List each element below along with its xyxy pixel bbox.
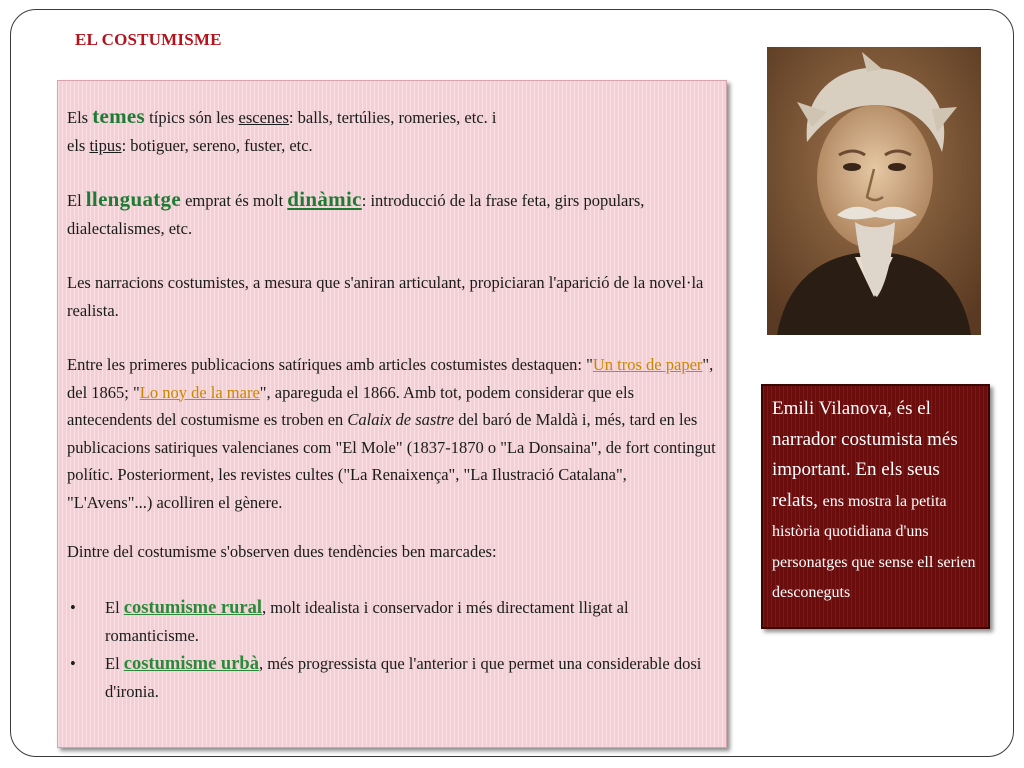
caption-small-text: ens mostra la petita història quotidiana d'uns personatges que sense ell serien desconeguts: [772, 492, 976, 601]
caption-box: [761, 384, 990, 629]
paragraph-language: [67, 186, 716, 242]
text-span: ", del 1865; ": [67, 355, 714, 402]
text-span: El: [105, 653, 124, 673]
term-dinamic: dinàmic: [287, 187, 362, 211]
caption-large-text: Emili Vilanova, és el narrador costumista més important. En els seus relats,: [772, 398, 958, 511]
term-costumisme-urba: costumisme urbà: [123, 653, 259, 674]
paragraph-publications: [67, 351, 716, 516]
text-span: : balls, tertúlies, romeries, etc. i: [288, 108, 497, 127]
term-tipus: tipus: [89, 135, 122, 155]
bullet-marker: •: [70, 653, 76, 673]
paragraph-narrations: Les narracions costumistes, a mesura que s'aniran articulant, propiciaran l'aparició de la novel·la realista.: [67, 273, 704, 320]
link-lo-noy-de-la-mare[interactable]: Lo noy de la mare: [139, 382, 260, 402]
portrait-photo: [767, 47, 981, 335]
text-span: del baró de Maldà i, més, tard en les publicacions satiriques valencianes com "El Mole" (1837-1870 o "La Donsaina", de fort contingut polític. Posteriorment, les revistes cultes ("La Renaixença", "La Ilustració Catalana", "L'Avens"...) acolliren el gènere.: [67, 410, 716, 512]
text-span: El: [67, 191, 86, 210]
title-calaix-de-sastre: Calaix de sastre: [347, 410, 455, 429]
text-span: ", apareguda el 1866. Amb tot, podem considerar que els antecendents del costumisme es troben en: [67, 382, 634, 429]
paragraph-themes: [67, 103, 716, 159]
link-un-tros-de-paper[interactable]: Un tros de paper: [592, 355, 703, 374]
text-span: els: [67, 135, 90, 155]
term-escenes: escenes: [238, 108, 289, 127]
term-temes: temes: [92, 104, 146, 128]
paragraph-tendencies: Dintre del costumisme s'observen dues tendències ben marcades:: [67, 542, 497, 561]
text-span: , molt idealista i conservador i més directament lligat al romanticisme.: [105, 597, 629, 645]
list-item: [67, 594, 716, 650]
text-span: : botiguer, sereno, fuster, etc.: [121, 135, 313, 155]
bullet-marker: •: [70, 597, 76, 617]
text-span: Entre les primeres publicacions satíriques amb articles costumistes destaquen: ": [67, 355, 593, 374]
text-span: típics són les: [145, 108, 239, 127]
main-text-box: [57, 80, 727, 748]
term-costumisme-rural: costumisme rural: [123, 597, 263, 618]
text-span: emprat és molt: [180, 191, 288, 210]
tendencies-list: [67, 594, 716, 706]
term-llenguatge: llenguatge: [85, 187, 181, 211]
slide-title: EL COSTUMISME: [75, 30, 222, 49]
list-item: [67, 650, 716, 706]
text-span: , més progressista que l'anterior i que permet una considerable dosi d'ironia.: [105, 653, 702, 701]
text-span: El: [105, 597, 124, 617]
text-span: Els: [67, 108, 93, 127]
text-span: : introducció de la frase feta, girs populars, dialectalismes, etc.: [67, 191, 645, 238]
